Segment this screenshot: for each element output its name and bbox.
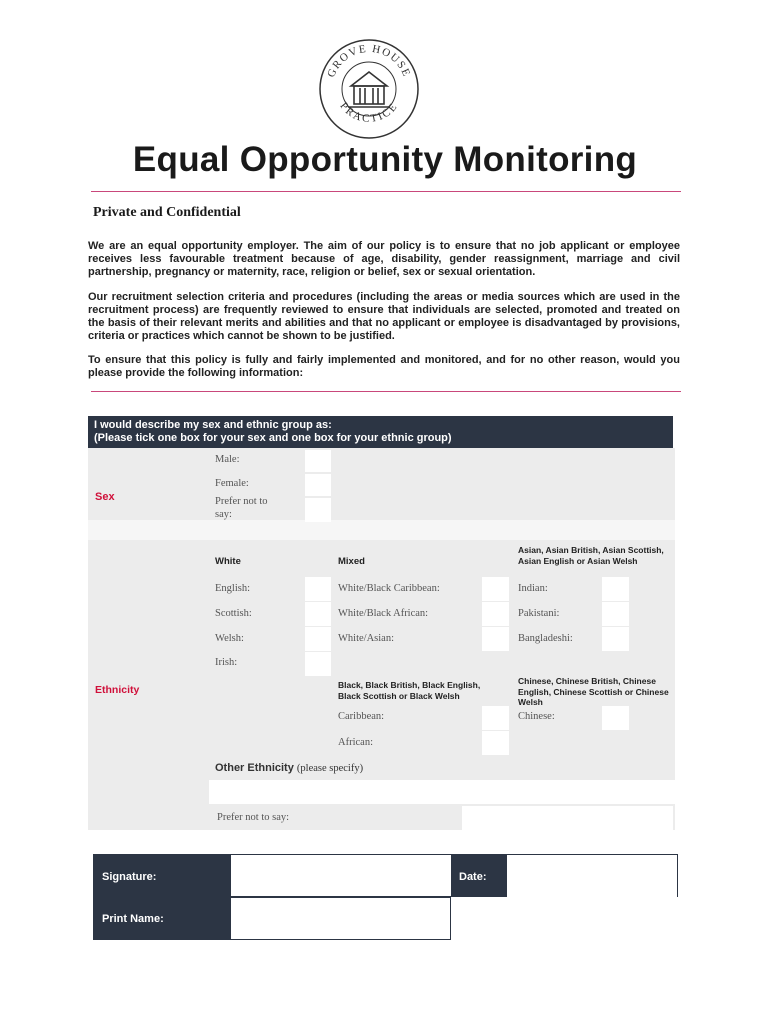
male-option-label: Male: bbox=[215, 454, 240, 465]
welsh-label: Welsh: bbox=[215, 633, 244, 644]
signature-field[interactable] bbox=[231, 855, 451, 896]
pakistani-checkbox[interactable] bbox=[602, 602, 629, 626]
sex-prefer-label-2: say: bbox=[215, 509, 232, 520]
white-black-caribbean-checkbox[interactable] bbox=[482, 577, 509, 601]
white-column-heading: White bbox=[215, 556, 241, 567]
white-asian-label: White/Asian: bbox=[338, 633, 394, 644]
english-checkbox[interactable] bbox=[305, 577, 331, 601]
caribbean-checkbox[interactable] bbox=[482, 706, 509, 730]
request-paragraph: To ensure that this policy is fully and fairly implemented and monitored, and for no other reason, would you please provide the following information: bbox=[88, 354, 680, 379]
irish-checkbox[interactable] bbox=[305, 652, 331, 676]
section-header-line1: I would describe my sex and ethnic group as: bbox=[94, 419, 332, 431]
grove-house-practice-logo bbox=[318, 38, 420, 140]
print-name-label: Print Name: bbox=[93, 897, 231, 940]
scottish-checkbox[interactable] bbox=[305, 602, 331, 626]
ethnicity-prefer-not-label: Prefer not to say: bbox=[217, 812, 290, 823]
white-asian-checkbox[interactable] bbox=[482, 627, 509, 651]
pakistani-label: Pakistani: bbox=[518, 608, 560, 619]
sex-label: Sex bbox=[95, 491, 115, 503]
other-ethnicity-hint: (please specify) bbox=[296, 763, 364, 774]
top-divider bbox=[91, 191, 681, 192]
print-name-blank bbox=[451, 897, 678, 941]
date-field[interactable] bbox=[507, 855, 677, 896]
ethnicity-prefer-not-checkbox[interactable] bbox=[462, 806, 673, 830]
signature-label: Signature: bbox=[93, 854, 231, 897]
female-checkbox[interactable] bbox=[305, 474, 331, 496]
indian-checkbox[interactable] bbox=[602, 577, 629, 601]
section-header-line2: (Please tick one box for your sex and one box for your ethnic group) bbox=[94, 432, 452, 444]
private-confidential-heading: Private and Confidential bbox=[93, 205, 241, 220]
print-name-field[interactable] bbox=[231, 897, 451, 940]
bangladeshi-label: Bangladeshi: bbox=[518, 633, 573, 644]
white-black-african-label: White/Black African: bbox=[338, 608, 429, 619]
african-checkbox[interactable] bbox=[482, 731, 509, 755]
ethnicity-label: Ethnicity bbox=[95, 684, 140, 696]
logo-arc-bottom: PRACTICE bbox=[337, 100, 401, 126]
page-title: Equal Opportunity Monitoring bbox=[132, 140, 638, 179]
male-checkbox[interactable] bbox=[305, 450, 331, 472]
intro-paragraph: We are an equal opportunity employer. The aim of our policy is to ensure that no job applicant or employee receives less favourable treatment because of age, disability, gender reassignment, marriage and civil partnership, pregnancy or maternity, race, religion or belief, sex or sexual orientation. bbox=[88, 240, 680, 278]
black-column-heading: Black, Black British, Black English, Black Scottish or Black Welsh bbox=[338, 680, 481, 701]
chinese-label: Chinese: bbox=[518, 711, 555, 722]
caribbean-label: Caribbean: bbox=[338, 711, 385, 722]
chinese-column-heading: Chinese, Chinese British, Chinese English, Chinese Scottish or Chinese Welsh bbox=[518, 676, 669, 707]
other-ethnicity-label: Other Ethnicity bbox=[215, 762, 294, 774]
section-header bbox=[88, 416, 673, 448]
chinese-checkbox[interactable] bbox=[602, 706, 629, 730]
female-option-label: Female: bbox=[215, 478, 249, 489]
date-label: Date: bbox=[451, 854, 507, 897]
logo-arc-top: GROVE HOUSE bbox=[325, 42, 413, 80]
signature-row-divider bbox=[93, 896, 451, 897]
mixed-column-heading: Mixed bbox=[338, 556, 365, 567]
african-label: African: bbox=[338, 737, 373, 748]
bangladeshi-checkbox[interactable] bbox=[602, 627, 629, 651]
indian-label: Indian: bbox=[518, 583, 548, 594]
irish-label: Irish: bbox=[215, 657, 238, 668]
other-ethnicity-input[interactable] bbox=[209, 780, 675, 804]
svg-text:GROVE HOUSE bbox=[325, 43, 413, 79]
white-black-caribbean-label: White/Black Caribbean: bbox=[338, 583, 440, 594]
scottish-label: Scottish: bbox=[215, 608, 252, 619]
other-ethnicity-row bbox=[215, 762, 363, 774]
welsh-checkbox[interactable] bbox=[305, 627, 331, 651]
criteria-paragraph: Our recruitment selection criteria and procedures (including the areas or media sources which are used in the recruitment process) are frequently reviewed to ensure that individuals are selected, promoted and treated on the basis of their relevant merits and abilities and that no applicant or employee is disadvantaged by provisions, criteria or practices which cannot be shown to be justified. bbox=[88, 291, 680, 342]
asian-column-heading: Asian, Asian British, Asian Scottish, Asian English or Asian Welsh bbox=[518, 545, 664, 566]
sex-prefer-label-1: Prefer not to bbox=[215, 496, 268, 507]
white-black-african-checkbox[interactable] bbox=[482, 602, 509, 626]
mid-divider bbox=[91, 391, 681, 392]
sex-prefer-not-checkbox[interactable] bbox=[305, 498, 331, 522]
english-label: English: bbox=[215, 583, 251, 594]
sex-ethnicity-gap bbox=[88, 520, 675, 540]
